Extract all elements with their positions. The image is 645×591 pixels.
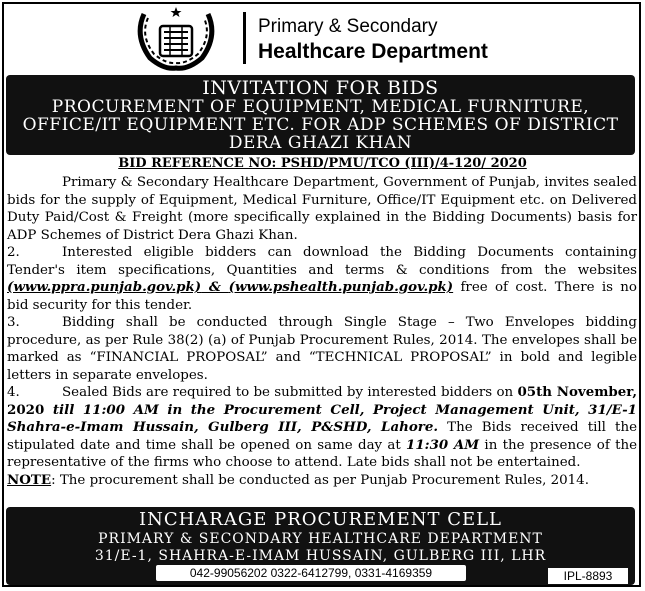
title-invitation: INVITATION FOR BIDS (202, 77, 439, 99)
bid-reference: BID REFERENCE NO: PSHD/PMU/TCO (III)/4-120/ 2020 (118, 156, 527, 171)
paragraph-1 (7, 174, 637, 244)
paragraph-3-text: Bidding shall be conducted through Single Stage – Two Envelopes bidding procedure, as per Rule 38(2) (a) of Punjab Procurement Rules, 2014. The envelopes shall be marked as “FINANCIAL PROPOSAL” and “TECHNICAL PROPOSAL” in bold and legible letters in separate envelopes. (7, 315, 637, 383)
ppra-website-link[interactable]: (www.ppra.punjab.gov.pk) (7, 279, 202, 295)
note-label: NOTE (7, 471, 52, 488)
department-name-line2: Healthcare Department (258, 40, 488, 63)
opening-time: 11:30 AM (406, 436, 480, 453)
submission-date: 05th November, 2020 (7, 384, 638, 418)
note (7, 472, 637, 490)
paragraph-number: 2. (7, 245, 20, 260)
department-name-line1: Primary & Secondary (258, 16, 438, 37)
footer-address: 31/E-1, SHAHRA-E-IMAM HUSSAIN, GULBERG III, LHR (94, 548, 547, 564)
link-separator: & (201, 279, 229, 295)
paragraph-number: 3. (7, 315, 20, 330)
paragraph-2 (7, 244, 637, 314)
title-line4: DERA GHAZI KHAN (228, 133, 413, 153)
submission-location: till 11:00 AM in the Procurement Cell, Project Management Unit, 31/E-1 Shahra-e-Imam Hussain, Gulberg III, P&SHD, Lahore. (7, 401, 637, 435)
government-of-punjab-emblem-icon (130, 6, 222, 72)
footer-incharge: INCHARAGE PROCUREMENT CELL (138, 509, 503, 530)
footer-phones: 042-99056202 0322-6412799, 0331-4169359 (156, 565, 466, 581)
paragraph-number: 4. (7, 385, 20, 400)
title-banner (6, 75, 635, 155)
paragraph-1-text: Primary & Secondary Healthcare Department, Government of Punjab, invites sealed bids for the supply of Equipment, Medical Furniture, Office/IT Equipment etc. on Delivered Duty Paid/Cost & Freight (more specifically explained in the Bidding Documents) basis for ADP Schemes of District Dera Ghazi Khan. (7, 175, 637, 243)
title-line3: OFFICE/IT EQUIPMENT ETC. FOR ADP SCHEMES OF DISTRICT (22, 115, 619, 135)
pshealth-website-link[interactable]: (www.pshealth.punjab.gov.pk) (228, 279, 454, 295)
ipl-code: IPL-8893 (548, 568, 628, 584)
paragraph-4-text-mid: The Bids received till the stipulated date and time shall be opened on same day at (7, 420, 637, 453)
paragraph-4-text-end: in the presence of the representative of the firms who choose to attend. Late bids shall not be entertained. (7, 437, 638, 470)
footer-banner (6, 507, 635, 585)
note-text: : The procurement shall be conducted as per Punjab Procurement Rules, 2014. (51, 472, 589, 488)
paragraph-2-text-end: free of cost. There is no bid security for this tender. (7, 280, 637, 313)
paragraph-4 (7, 384, 637, 472)
paragraph-4-text: Sealed Bids are required to be submitted by interested bidders on (62, 385, 518, 400)
paragraph-3 (7, 314, 637, 384)
header-divider (243, 12, 246, 64)
footer-department: PRIMARY & SECONDARY HEALTHCARE DEPARTMENT (98, 531, 543, 547)
title-line2: PROCUREMENT OF EQUIPMENT, MEDICAL FURNITURE, (51, 97, 590, 117)
notice-body (7, 174, 637, 489)
paragraph-2-text: Interested eligible bidders can download the Bidding Documents containing Tender's item specifications, Quantities and terms & conditions from the websites (7, 245, 637, 278)
